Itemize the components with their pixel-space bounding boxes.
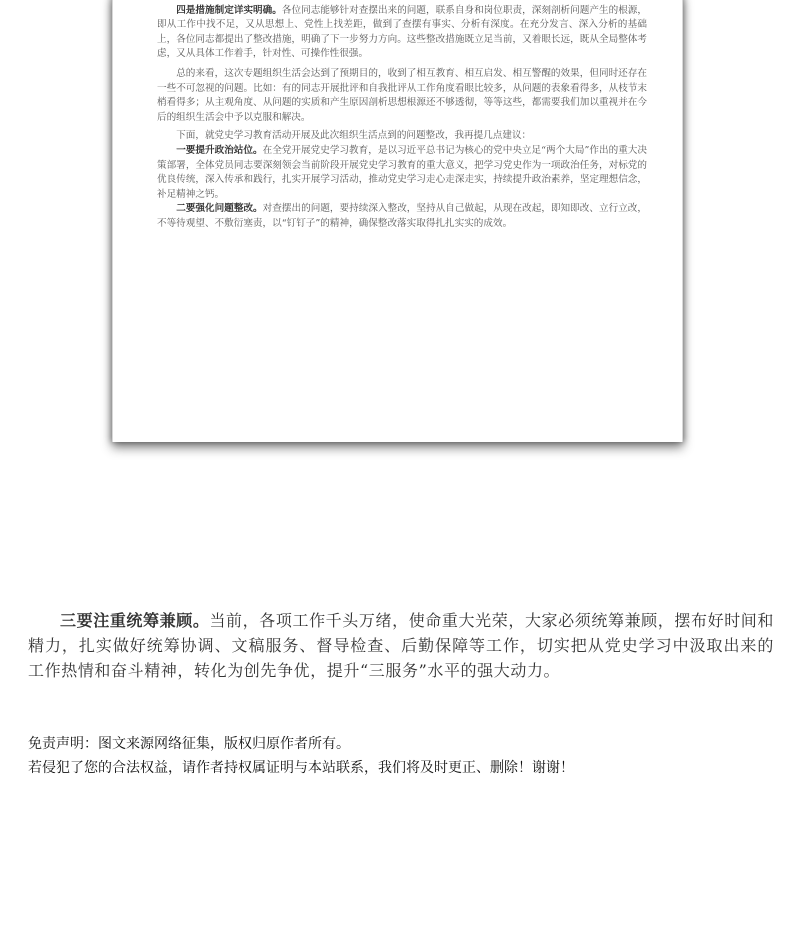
article-heading: 三要注重统筹兼顾。 xyxy=(60,611,210,630)
article-text: 当前，各项工作千头万绪，使命重大光荣，大家必须统筹兼顾，摆布好时间和精力，扎实做好统筹协调、文稿服务、督导检查、后勤保障等工作，切实把从党史学习中汲取出来的工作热情和奋斗精神，转化为创先争优，提升“三服务”水平的强大动力。 xyxy=(28,611,775,680)
preview-paragraph: 四是措施制定详实明确。各位同志能够针对查摆出来的问题，联系自身和岗位职责，深刻剖析问题产生的根源，即从工作中找不足，又从思想上、党性上找差距，做到了查摆有事实、分析有深度。在充分发言、深入分析的基础上，各位同志都提出了整改措施，明确了下一步努力方向。这些整改措施既立足当前，又着眼长远，既从全局整体考虑，又从具体工作着手，针对性、可操作性很强。 xyxy=(157,4,648,60)
disclaimer xyxy=(28,732,774,780)
disclaimer-line-2: 若侵犯了您的合法权益，请作者持权属证明与本站联系，我们将及时更正、删除！谢谢！ xyxy=(28,760,574,776)
preview-paragraph: 下面，就党史学习教育活动开展及此次组织生活点到的问题整改，我再提几点建议： xyxy=(176,130,532,142)
preview-heading: 一要提升政治站位。 xyxy=(176,144,263,156)
preview-paragraph: 一要提升政治站位。在全党开展党史学习教育，是以习近平总书记为核心的党中央立足“两个大局”作出的重大决策部署，全体党员同志要深刻领会当前阶段开展党史学习教育的重大意义，把学习党史作为一项政治任务，对标党的优良传统，深入传承和践行，扎实开展学习活动，推动党史学习走心走深走实，持续提升政治素养，坚定理想信念，补足精神之钙。 xyxy=(157,144,647,200)
preview-paragraph: 二要强化问题整改。对查摆出的问题，要持续深入整改，坚持从自己做起，从现在改起，即知即改、立行立改，不等待观望、不敷衍塞责，以“钉钉子”的精神，确保整改落实取得扎扎实实的成效。 xyxy=(157,203,648,229)
article-paragraph xyxy=(28,608,774,683)
article-body xyxy=(28,608,774,683)
preview-paragraph: 总的来看，这次专题组织生活会达到了预期目的，收到了相互教育、相互启发、相互警醒的效果，但同时还存在一些不可忽视的问题。比如：有的同志开展批评和自我批评从工作角度看眼比较多，从问题的表象看得多，从枝节末梢看得多；从主观角度、从问题的实质和产生原因剖析思想根源还不够透彻，等等这些，都需要我们加以重视并在今后的组织生活会中予以克服和解决。 xyxy=(157,67,647,123)
disclaimer-line-1: 免责声明：图文来源网络征集，版权归原作者所有。 xyxy=(28,736,350,752)
preview-heading: 四是措施制定详实明确。 xyxy=(176,4,282,16)
document-preview-text xyxy=(157,0,647,232)
preview-heading: 二要强化问题整改。 xyxy=(176,203,263,215)
document-preview-page xyxy=(112,0,683,442)
